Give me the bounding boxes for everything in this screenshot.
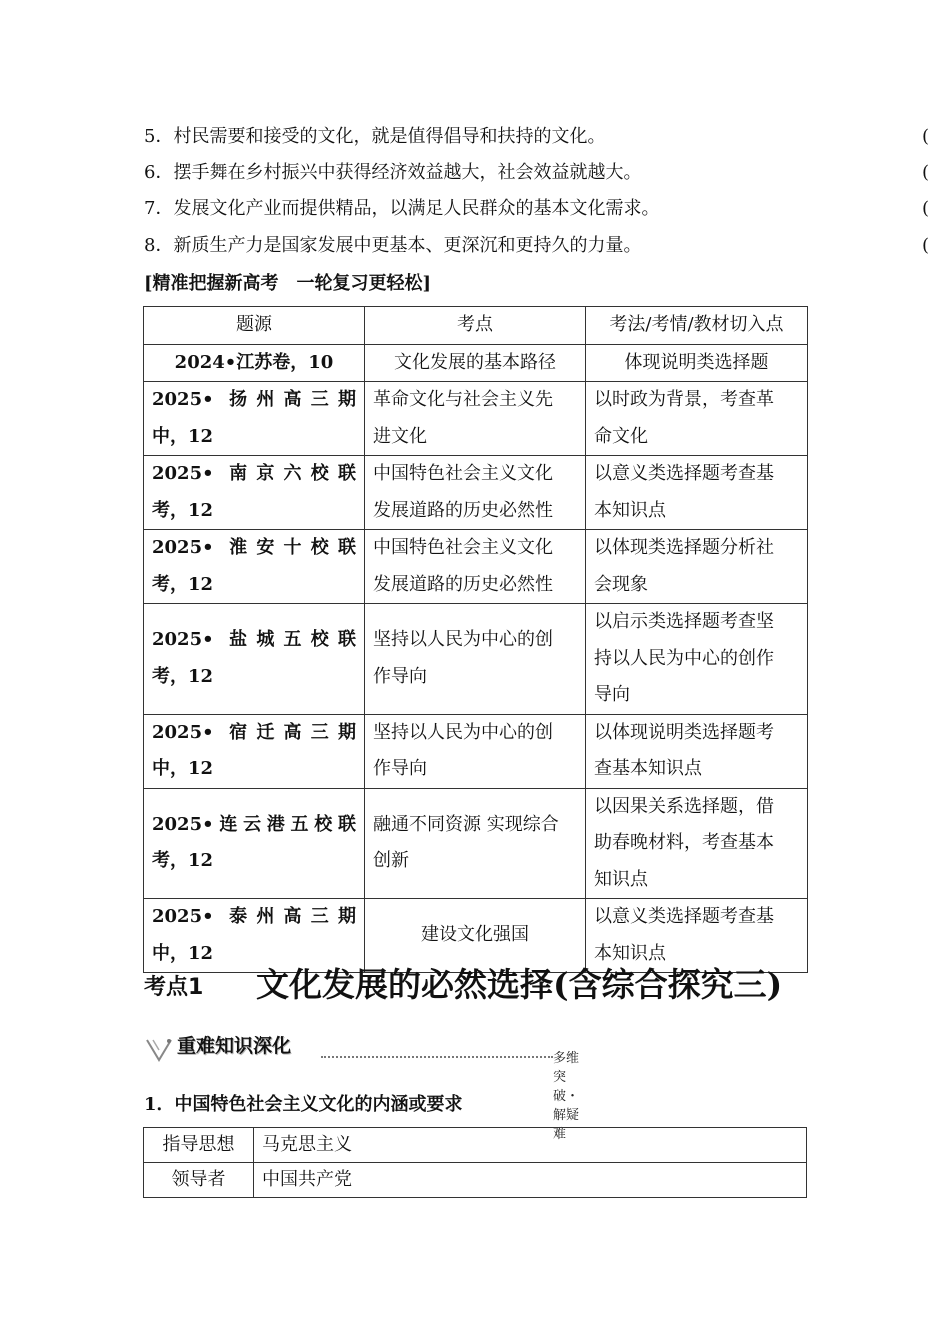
approach-cell: 以因果关系选择题，借 助春晚材料，考查基本 知识点 [586, 788, 808, 899]
judgment-text: 8．新质生产力是国家发展中更基本、更深沉和更持久的力量。 [144, 235, 642, 256]
key-cell: 指导思想 [144, 1128, 254, 1163]
column-header-approach: 考法/考情/教材切入点 [586, 307, 808, 345]
topic-name: 文化发展的必然选择(含综合探究三) [256, 965, 783, 1004]
table-row [144, 788, 808, 899]
table-row [144, 714, 808, 788]
section-heading: [精准把握新高考 一轮复习更轻松] [144, 273, 432, 294]
answer-bracket: ( [922, 126, 930, 147]
approach-cell: 以意义类选择题考查基 本知识点 [586, 456, 808, 530]
source-cell: 2025• 南京六校联 考，12 [144, 456, 365, 530]
point-cell: 坚持以人民为中心的创 作导向 [365, 604, 586, 715]
banner-subtitle: 多维突破・解疑难 [553, 1051, 580, 1142]
source-cell: 2025•连云港五校联 考，12 [144, 788, 365, 899]
judgment-text: 5．村民需要和接受的文化，就是值得倡导和扶持的文化。 [144, 126, 606, 147]
culture-connotation-table [143, 1127, 807, 1198]
item-heading: 1．中国特色社会主义文化的内涵或要求 [144, 1094, 463, 1115]
source-cell: 2025• 淮安十校联 考，12 [144, 530, 365, 604]
answer-bracket: ( [922, 198, 930, 219]
source-cell: 2025• 盐城五校联 考，12 [144, 604, 365, 715]
source-cell: 2025• 扬州高三期 中，12 [144, 382, 365, 456]
key-cell: 领导者 [144, 1163, 254, 1198]
table-row [144, 530, 808, 604]
table-row [144, 456, 808, 530]
point-cell: 建设文化强国 [365, 899, 586, 973]
banner-title: 重难知识深化 [177, 1035, 292, 1057]
triangle-marker-icon [145, 1037, 173, 1063]
judgment-item-5 [144, 119, 950, 155]
source-cell: 2025• 泰州高三期 中，12 [144, 899, 365, 973]
source-cell: 2024•江苏卷，10 [144, 344, 365, 382]
point-cell: 坚持以人民为中心的创 作导向 [365, 714, 586, 788]
judgment-item-7 [144, 191, 950, 227]
approach-cell: 以体现说明类选择题考 查基本知识点 [586, 714, 808, 788]
point-cell: 文化发展的基本路径 [365, 344, 586, 382]
point-cell: 中国特色社会主义文化 发展道路的历史必然性 [365, 530, 586, 604]
table-row [144, 1128, 807, 1163]
judgment-text: 6．摆手舞在乡村振兴中获得经济效益越大，社会效益就越大。 [144, 162, 642, 183]
value-cell: 中国共产党 [254, 1163, 807, 1198]
column-header-source: 题源 [144, 307, 365, 345]
dotted-leader [321, 1056, 553, 1058]
column-header-point: 考点 [365, 307, 586, 345]
value-cell: 马克思主义 [254, 1128, 807, 1163]
point-cell: 革命文化与社会主义先 进文化 [365, 382, 586, 456]
table-row [144, 344, 808, 382]
source-cell: 2025• 宿迁高三期 中，12 [144, 714, 365, 788]
answer-bracket: ( [922, 235, 930, 256]
approach-cell: 以意义类选择题考查基 本知识点 [586, 899, 808, 973]
point-cell: 融通不同资源 实现综合 创新 [365, 788, 586, 899]
judgment-text: 7．发展文化产业而提供精品，以满足人民群众的基本文化需求。 [144, 198, 660, 219]
topic-label: 考点1 [144, 975, 204, 1000]
judgment-item-8 [144, 228, 950, 264]
approach-cell: 以启示类选择题考查坚 持以人民为中心的创作 导向 [586, 604, 808, 715]
table-row [144, 382, 808, 456]
approach-cell: 以体现类选择题分析社 会现象 [586, 530, 808, 604]
exam-source-table [143, 306, 808, 973]
approach-cell: 体现说明类选择题 [586, 344, 808, 382]
approach-cell: 以时政为背景，考查革 命文化 [586, 382, 808, 456]
answer-bracket: ( [922, 162, 930, 183]
table-header-row [144, 307, 808, 345]
topic-title [144, 962, 824, 1012]
table-row [144, 1163, 807, 1198]
table-row [144, 604, 808, 715]
point-cell: 中国特色社会主义文化 发展道路的历史必然性 [365, 456, 586, 530]
judgment-item-6 [144, 155, 950, 191]
